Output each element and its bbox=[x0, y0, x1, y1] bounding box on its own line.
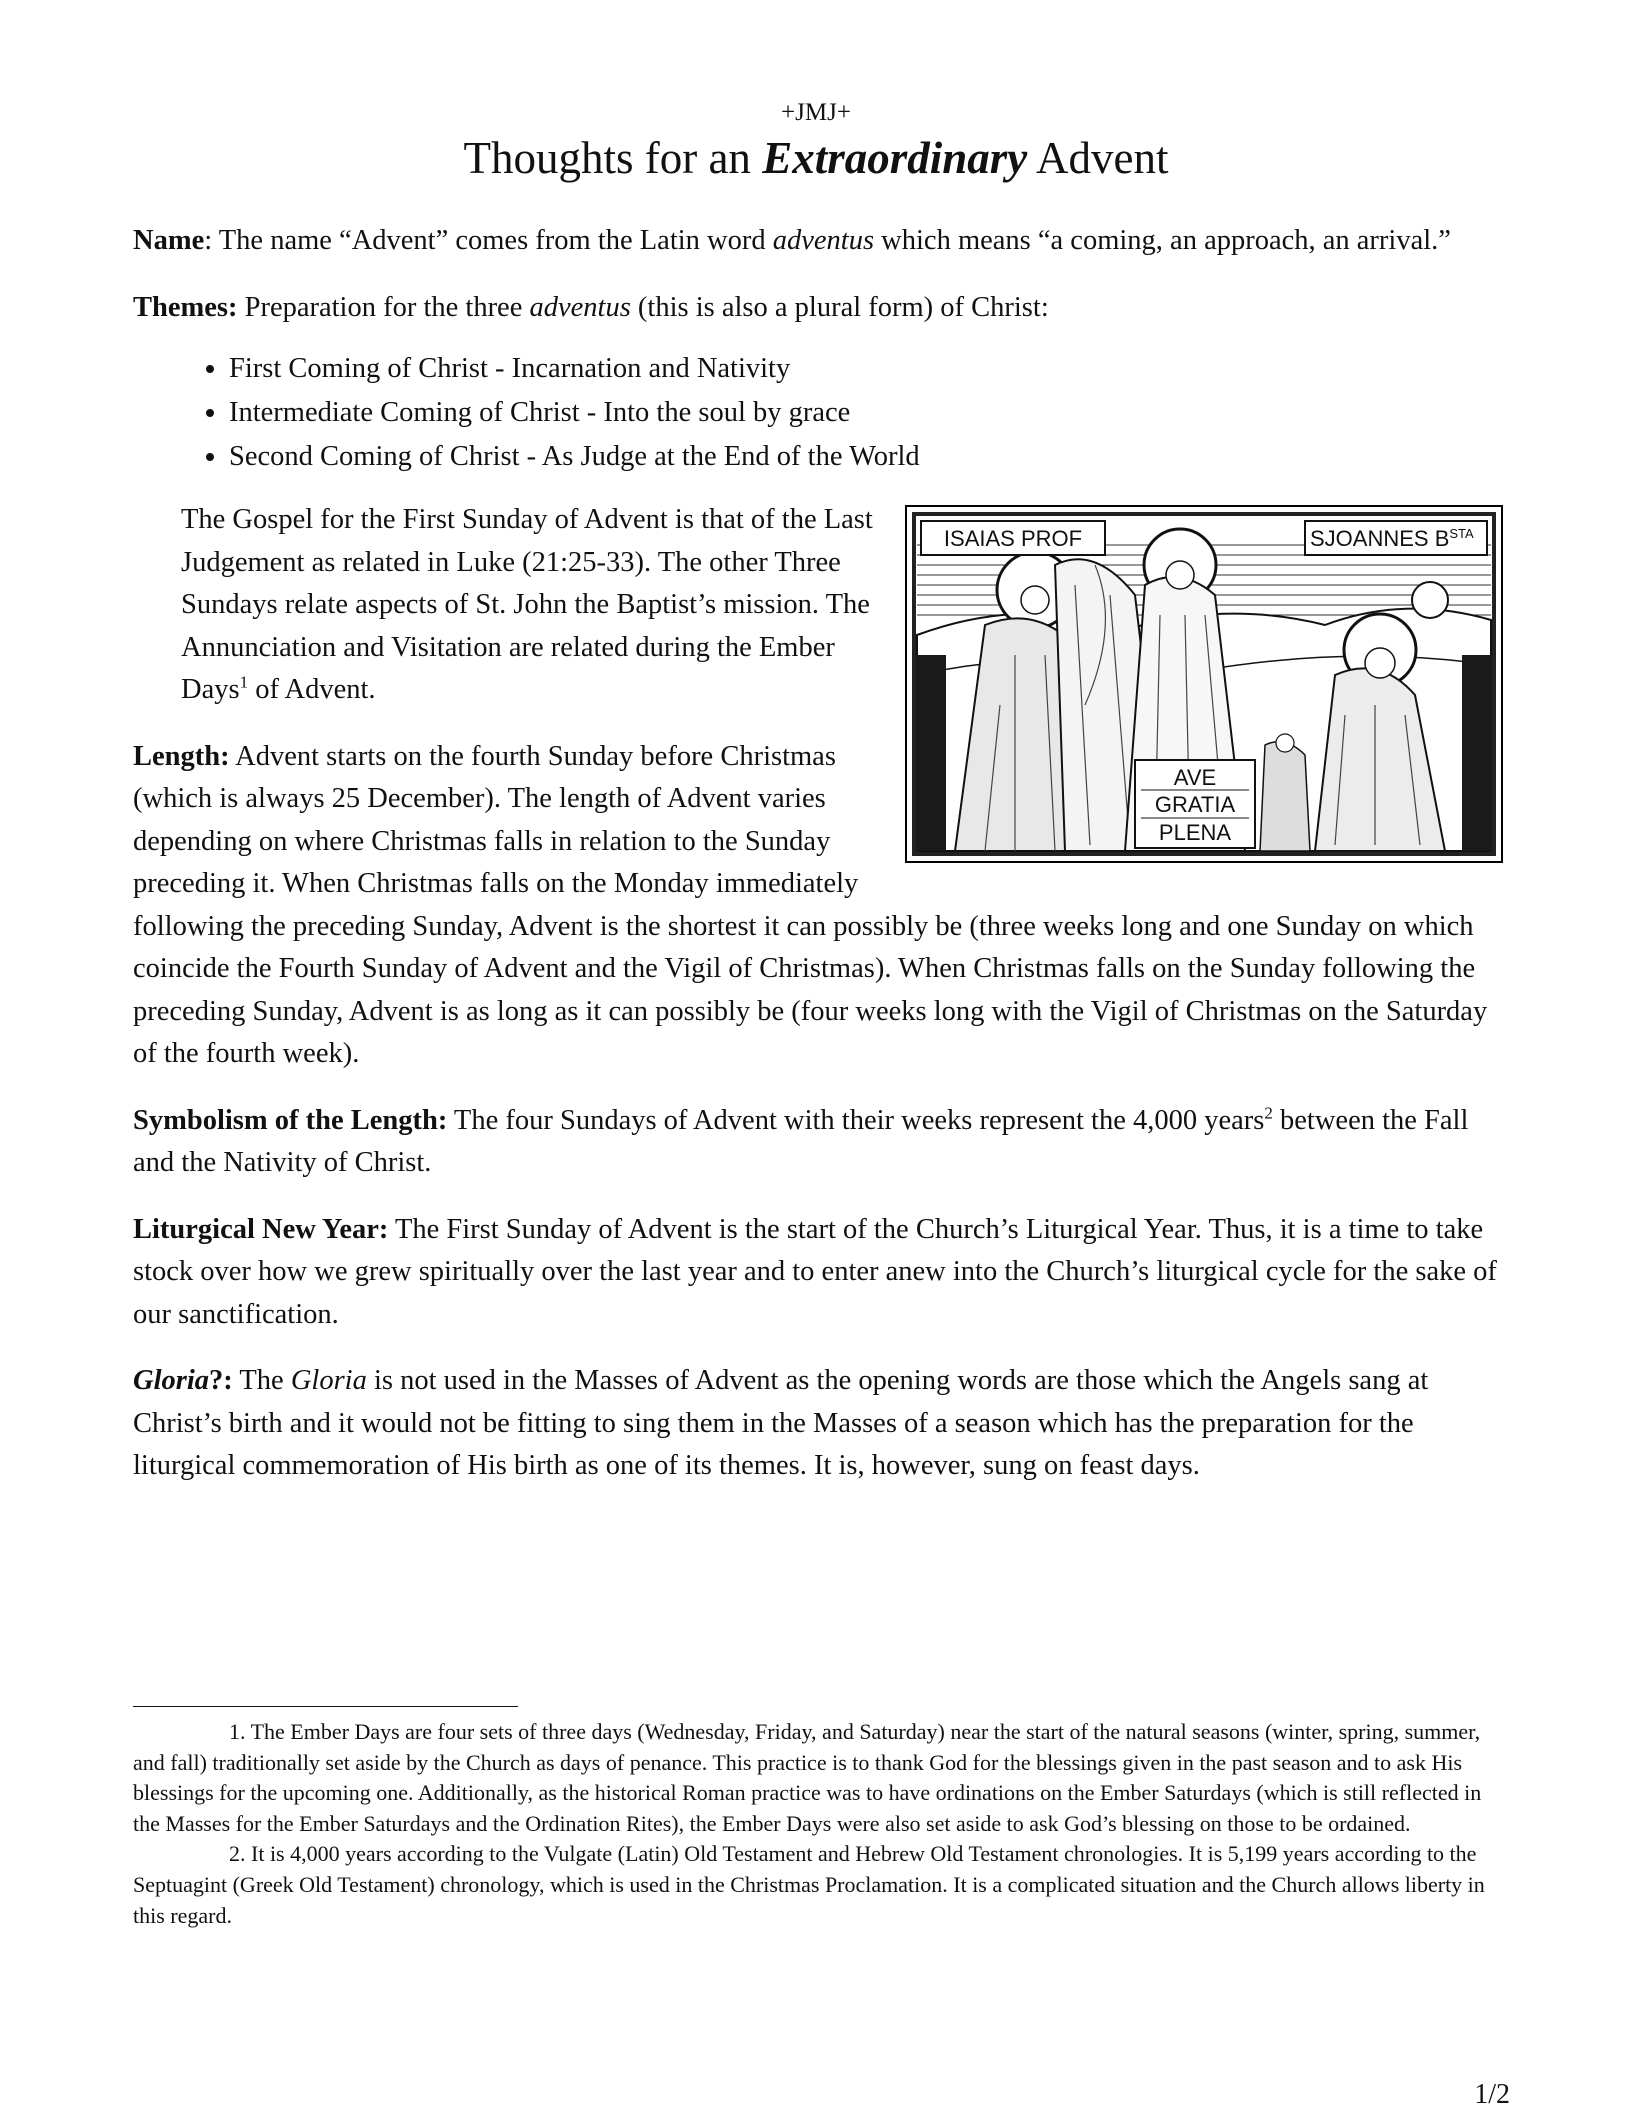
page-header bbox=[0, 98, 1632, 186]
gloria-text-a: The bbox=[232, 1365, 291, 1396]
themes-text-a: Preparation for the three bbox=[237, 291, 530, 323]
list-item: • First Coming of Christ - Incarnation and Nativity bbox=[229, 347, 1503, 391]
symbolism-label: Symbolism of the Length: bbox=[133, 1104, 448, 1136]
title-emphasis: Extraordinary bbox=[762, 133, 1028, 183]
scroll-line-2: GRATIA bbox=[1154, 792, 1236, 817]
gospel-text: The Gospel for the First Sunday of Advent is that of the Last Judgement as related in Luke (21:25-33). The other Three Sundays relate aspects of St. John the Baptist’s mission. The Annunciation and Visitation are related during the Ember Days bbox=[181, 504, 873, 705]
name-label: Name bbox=[133, 225, 205, 256]
footnote-list bbox=[133, 1717, 1505, 1931]
document-body bbox=[133, 220, 1503, 1512]
page-title bbox=[0, 130, 1632, 186]
footnote-ref-1[interactable]: 1 bbox=[239, 672, 249, 692]
gloria-label-tail: ?: bbox=[209, 1365, 233, 1396]
gloria-label: Gloria bbox=[133, 1365, 210, 1396]
themes-list bbox=[133, 347, 1503, 479]
footnotes bbox=[133, 1706, 1505, 1931]
length-text: Advent starts on the fourth Sunday before Christmas (which is always 25 December). The length of Advent varies depending on where Christmas falls in relation to the Sunday preceding it. When Christmas falls on the Monday immediately following the preceding Sunday, Advent is the shortest it can possibly be (three weeks long and one Sunday on which coincide the Fourth Sunday of Advent and the Vigil of Christmas). When Christmas falls on the Sunday following the preceding Sunday, Advent is as long as it can possibly be (four weeks long with the Vigil of Christmas on the Saturday of the fourth week). bbox=[133, 740, 1488, 1069]
symbolism-text: The four Sundays of Advent with their weeks represent the 4,000 years bbox=[447, 1104, 1265, 1136]
length-label: Length: bbox=[133, 740, 230, 772]
new-year-text: The First Sunday of Advent is the start of the Church’s Liturgical Year. Thus, it is a time to take stock over how we grew spiritually over the last year and to enter anew into the Church’s liturgical cycle for the sake of our sanctification. bbox=[133, 1213, 1497, 1330]
figure-label-right: SJOANNES B bbox=[1310, 526, 1450, 551]
figure-label-left: ISAIAS PROF bbox=[943, 526, 1083, 551]
themes-paragraph bbox=[133, 287, 1503, 330]
list-item: • Second Coming of Christ - As Judge at the End of the World bbox=[229, 435, 1503, 479]
title-prefix: Thoughts for an bbox=[463, 133, 763, 183]
figure-label-right-sup: STA bbox=[1449, 526, 1474, 541]
jmj-heading: +JMJ+ bbox=[781, 99, 851, 126]
list-item: • Intermediate Coming of Christ - Into the soul by grace bbox=[229, 391, 1503, 435]
scroll-line-3: PLENA bbox=[1158, 820, 1232, 845]
footnote-separator bbox=[133, 1706, 518, 1707]
name-italic: adventus bbox=[772, 225, 875, 256]
new-year-label: Liturgical New Year: bbox=[133, 1213, 389, 1245]
name-text-b: which means “a coming, an approach, an arrival.” bbox=[874, 225, 1451, 256]
new-year-paragraph bbox=[133, 1209, 1503, 1337]
themes-italic: adventus bbox=[529, 291, 631, 323]
footnote-2: 2. It is 4,000 years according to the Vulgate (Latin) Old Testament and Hebrew Old Testament chronologies. It is 5,199 years according to the Septuagint (Greek Old Testament) chronology, which is used in the Christmas Proclamation. It is a complicated situation and the Church allows liberty in this regard. bbox=[133, 1841, 1485, 1928]
scroll-line-1: AVE bbox=[1173, 765, 1217, 790]
title-suffix: Advent bbox=[1027, 133, 1169, 183]
name-paragraph bbox=[133, 220, 1503, 263]
footnote-1: 1. The Ember Days are four sets of three days (Wednesday, Friday, and Saturday) near the start of the natural seasons (winter, spring, summer, and fall) traditionally set aside by the Church as days of penance. This practice is to thank God for the blessings given in the past season and to ask His blessings for the upcoming one. Additionally, as the historical Roman practice was to have ordinations on the Ember Saturdays (which is still reflected in the Masses for the Ember Saturdays and the Ordination Rites), the Ember Days were also set aside to ask God’s blessing on those to be ordained. bbox=[133, 1719, 1482, 1836]
name-text-a: : The name “Advent” comes from the Latin word bbox=[204, 225, 773, 256]
page-number: 1/2 bbox=[1474, 2079, 1510, 2110]
gloria-text-b: is not used in the Masses of Advent as the opening words are those which the Angels sang at Christ’s birth and it would not be fitting to sing them in the Masses of a season which has the preparation for the liturgical commemoration of His birth as one of its themes. It is, however, sung on feast days. bbox=[133, 1365, 1429, 1481]
gloria-paragraph bbox=[133, 1360, 1503, 1488]
gospel-tail: of Advent. bbox=[248, 674, 376, 705]
annunciation-woodcut-image bbox=[905, 505, 1503, 863]
themes-text-b: (this is also a plural form) of Christ: bbox=[630, 291, 1049, 323]
gloria-italic: Gloria bbox=[290, 1365, 367, 1396]
footnote-ref-2[interactable]: 2 bbox=[1264, 1103, 1273, 1122]
symbolism-paragraph bbox=[133, 1100, 1503, 1185]
symbolism-tail: between the Fall and the Nativity of Christ. bbox=[133, 1104, 1469, 1178]
themes-label: Themes: bbox=[133, 291, 238, 323]
